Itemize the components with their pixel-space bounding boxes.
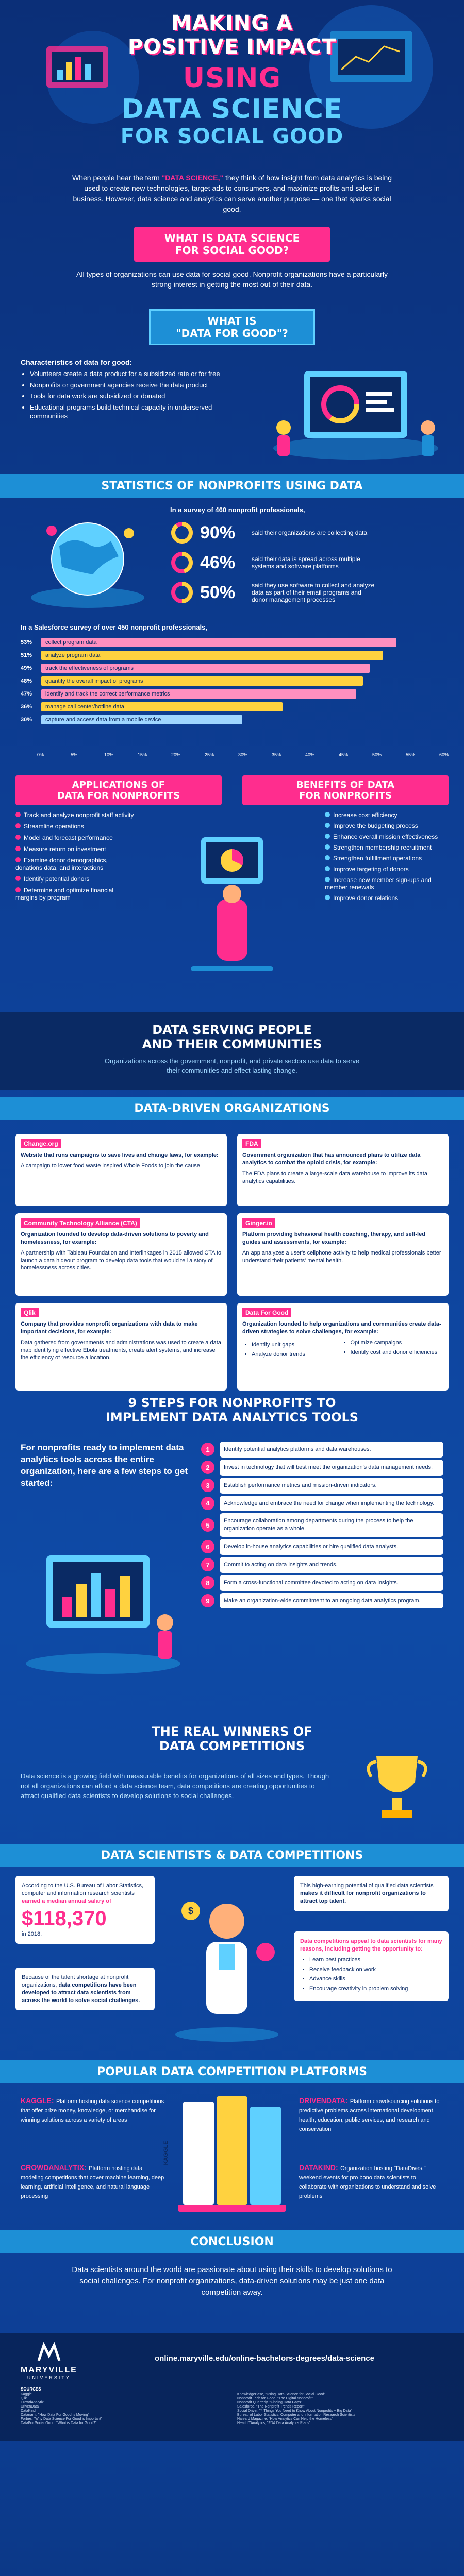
platform-text: Platform hosting data modeling competitions that cover machine learning, deep learning, artificial intelligence, and natural language processing — [21, 2165, 164, 2199]
data-for-good-title — [149, 309, 315, 345]
bar-pct: 53% — [21, 639, 32, 646]
source-item: Social Driver, "4 Things You Need to Know About Nonprofits + Big Data" — [237, 2409, 352, 2413]
step-number: 2 — [201, 1461, 214, 1474]
org-desc: Organization founded to develop data-driven solutions to poverty and homelessness, for example: — [21, 1231, 209, 1245]
step-number: 6 — [201, 1540, 214, 1553]
platforms-title: POPULAR DATA COMPETITION PLATFORMS — [97, 2065, 367, 2078]
org-example: The FDA plans to create a large-scale data warehouse to improve its data analytics capabilities. — [242, 1170, 427, 1184]
org-example: An app analyzes a user's cellphone activity to help medical professionals better understand their patients' mental health. — [242, 1249, 441, 1264]
bar-fill: capture and access data from a mobile device — [41, 715, 242, 724]
source-item: Kaggle — [21, 2393, 32, 2396]
bar-pct: 36% — [21, 704, 32, 710]
donut-text: said they use software to collect and analyze data as part of their email programs and donor management processes — [252, 582, 375, 603]
axis-tick: 10% — [104, 752, 114, 757]
benefit-item: Enhance overall mission effectiveness — [325, 833, 443, 840]
bar-pct: 30% — [21, 717, 32, 723]
axis-tick: 55% — [406, 752, 416, 757]
platforms-section — [0, 2060, 464, 2230]
org-desc: Organization founded to help organizations and communities create data-driven strategies to solve challenges, for example: — [242, 1321, 441, 1335]
bar-row — [21, 663, 443, 673]
conclusion-section — [0, 2230, 464, 2333]
serving-text: Organizations across the government, nonprofit, and private sectors use data to serve their communities and effect lasting change. — [104, 1057, 360, 1075]
scientists-section — [0, 1844, 464, 2060]
donut-text: said their organizations are collecting data — [252, 529, 368, 536]
step-text: Develop in-house analytics capabilities or hire qualified data analysts. — [220, 1539, 443, 1555]
org-card — [15, 1134, 227, 1206]
bar-row — [21, 637, 443, 648]
globe-illustration — [21, 510, 155, 613]
org-example: A partnership with Tableau Foundation and Interlinkages in 2015 allowed CTA to launch a data hideout program to develop data tools that would tell a story of homelessness across cities. — [21, 1249, 222, 1272]
scientists-right-item: • Receive feedback on work — [309, 1966, 442, 1974]
bar-fill: quantify the overall impact of programs — [41, 676, 363, 686]
data-for-good-section — [0, 309, 464, 474]
step-text: Form a cross-functional committee devoted to acting on data insights. — [220, 1575, 443, 1591]
data-for-good-char-title: Characteristics of data for good: — [21, 358, 132, 366]
what-is-dsg-section — [0, 227, 464, 304]
applications-title-1: APPLICATIONS OF — [72, 779, 165, 790]
donut-stat-row — [170, 521, 438, 545]
application-item: Track and analyze nonprofit staff activity — [15, 811, 134, 819]
platforms-title-bar — [0, 2060, 464, 2083]
scientists-right-item: • Advance skills — [309, 1975, 442, 1983]
step-text: Identify potential analytics platforms and data warehouses. — [220, 1442, 443, 1458]
title-line-4: DATA SCIENCE — [121, 94, 343, 125]
scientists-right-list — [300, 1956, 442, 1993]
step-item — [201, 1513, 443, 1537]
org-name: Ginger.io — [242, 1218, 275, 1228]
platforms-illustration — [163, 2091, 291, 2220]
org-list-item: • Identify cost and donor efficiencies — [351, 1349, 444, 1357]
axis-tick: 15% — [138, 752, 147, 757]
sources-left — [21, 2392, 217, 2426]
orgs-section — [0, 1097, 464, 1385]
step-text: Commit to acting on data insights and trends. — [220, 1557, 443, 1573]
scientists-right2-card — [294, 1931, 449, 2001]
platform-card — [21, 2163, 165, 2200]
source-item: DataKind — [21, 2409, 36, 2413]
source-item: Qlik — [21, 2397, 27, 2400]
orgs-title-bar — [0, 1097, 464, 1120]
header-section — [0, 0, 464, 222]
scientists-title-bar — [0, 1844, 464, 1867]
org-name: Community Technology Alliance (CTA) — [21, 1218, 140, 1228]
donut-chart — [170, 551, 194, 574]
platform-card — [299, 2163, 443, 2200]
application-item: Measure return on investment — [15, 845, 134, 853]
axis-tick: 30% — [238, 752, 248, 757]
steps-lead: For nonprofits ready to implement data analytics tools across the entire organization, here are a few steps to get started: — [21, 1443, 188, 1488]
application-item: Model and forecast performance — [15, 834, 134, 841]
platform-text: Platform crowdsourcing solutions to predictive problems across international development, health, education, public services, and research and conservation — [299, 2098, 440, 2132]
data-for-good-list — [21, 369, 247, 421]
bar-axis — [37, 752, 449, 759]
step-number: 5 — [201, 1518, 214, 1532]
benefit-item: Increase new member sign-ups and member renewals — [325, 876, 432, 891]
sources-right — [237, 2392, 443, 2426]
step-text: Acknowledge and embrace the need for change when implementing the technology. — [220, 1496, 443, 1512]
source-item: Datanami, "How Data For Good Is Moving" — [21, 2413, 89, 2417]
title-line-2: POSITIVE IMPACT — [127, 35, 337, 59]
axis-tick: 5% — [71, 752, 78, 757]
org-desc: Platform providing behavioral health coaching, therapy, and self-led guides and assessments, for example: — [242, 1231, 425, 1245]
bar-fill: collect program data — [41, 638, 396, 647]
serving-title-1: DATA SERVING PEOPLE — [152, 1023, 312, 1037]
bar-row — [21, 689, 443, 699]
scientists-right-item: • Learn best practices — [309, 1956, 442, 1964]
donut-arc — [173, 524, 191, 541]
data-for-good-item: • Volunteers create a data product for a subsidized rate or for free — [30, 369, 247, 379]
applications-list — [15, 811, 134, 901]
bar-fill: identify and track the correct performance metrics — [41, 689, 356, 699]
title-line-5: FOR SOCIAL GOOD — [120, 125, 344, 148]
step-text: Make an organization-wide commitment to an ongoing data analytics program. — [220, 1593, 443, 1609]
axis-tick: 0% — [37, 752, 44, 757]
bar-pct: 49% — [21, 665, 32, 671]
scientist-illustration — [170, 1880, 284, 2045]
salary-value: $118,370 — [22, 1907, 107, 1930]
steps-title-1: 9 STEPS FOR NONPROFITS TO — [128, 1396, 336, 1410]
intro-text — [72, 173, 392, 214]
org-name: Qlik — [21, 1308, 39, 1317]
scientists-left-text: According to the U.S. Bureau of Labor Statistics, computer and information research scientists earned a median annual salary of — [22, 1883, 144, 1904]
benefit-item: Strengthen membership recruitment — [325, 844, 443, 851]
org-card — [237, 1134, 449, 1206]
step-item — [201, 1496, 443, 1512]
donut-chart — [170, 581, 194, 604]
benefits-title-1: BENEFITS OF DATA — [296, 779, 395, 790]
axis-tick: 60% — [439, 752, 449, 757]
org-name: Data For Good — [242, 1308, 291, 1317]
org-desc: Company that provides nonprofit organizations with data to make important decisions, for example: — [21, 1321, 198, 1335]
org-list-item: • Analyze donor trends — [252, 1351, 345, 1359]
scientists-right-item: • Encourage creativity in problem solving — [309, 1985, 442, 1993]
serving-title-2: AND THEIR COMMUNITIES — [142, 1037, 322, 1052]
scientists-left2-card — [15, 1968, 155, 2010]
step-item — [201, 1557, 443, 1573]
footer-url[interactable]: online.maryville.edu/online-bachelors-degrees/data-science — [155, 2354, 374, 2363]
benefits-list — [325, 811, 443, 902]
svg-text:KAGGLE: KAGGLE — [163, 2141, 169, 2165]
title-line-3: USING — [183, 63, 281, 94]
org-list-item: • Optimize campaigns — [351, 1339, 444, 1347]
what-is-dsg-title — [134, 227, 330, 262]
conclusion-title-bar — [0, 2230, 464, 2253]
bar-row — [21, 702, 443, 712]
scientists-right-card — [294, 1876, 449, 1911]
bar-pct: 51% — [21, 652, 32, 658]
org-list-item: • Identify unit gaps — [252, 1341, 345, 1349]
org-name: FDA — [242, 1139, 261, 1148]
bar-row — [21, 715, 443, 725]
trophy-icon — [361, 1746, 433, 1828]
org-card — [237, 1303, 449, 1391]
org-example: A campaign to lower food waste inspired Whole Foods to join the cause — [21, 1162, 200, 1169]
source-item: Harvard Magazine, "How Analytics Can Help the Homeless" — [237, 2417, 333, 2421]
step-item — [201, 1593, 443, 1609]
apps-benefits-section — [0, 775, 464, 1012]
application-item: Determine and optimize financial margins by program — [15, 887, 114, 901]
org-name: Change.org — [21, 1139, 61, 1148]
stats-title: STATISTICS OF NONPROFITS USING DATA — [101, 479, 363, 493]
steps-title-2: IMPLEMENT DATA ANALYTICS TOOLS — [105, 1410, 359, 1425]
stats-title-bar — [0, 474, 464, 498]
step-text: Establish performance metrics and mission-driven indicators. — [220, 1478, 443, 1494]
benefit-item: Strengthen fulfillment operations — [325, 855, 443, 862]
application-item: Examine donor demographics, donations data, and interactions — [15, 857, 108, 871]
source-item: KnowledgeBase, "Using Data Science for Social Good" — [237, 2393, 326, 2396]
donut-stat-row — [170, 551, 438, 574]
platform-text: Platform hosting data science competitions that offer prize money, knowledge, or merchandise for winning solutions across a variety of areas — [21, 2098, 164, 2123]
what-is-dsg-text: All types of organizations can use data for social good. Nonprofit organizations have a particularly strong interest in getting the most out of their data. — [76, 270, 388, 289]
scientists-left-card — [15, 1876, 155, 1944]
salary-year: in 2018. — [22, 1930, 42, 1937]
title-line-1: MAKING A — [171, 11, 293, 35]
brand-name: MARYVILLE — [21, 2366, 77, 2375]
source-item: DataFor Social Good, "What is Data for Good?" — [21, 2421, 97, 2425]
donut-pct: 46% — [200, 552, 236, 572]
source-item: Bureau of Labor Statistics, Computer and Information Research Scientists — [237, 2413, 356, 2417]
axis-tick: 25% — [205, 752, 214, 757]
axis-tick: 45% — [339, 752, 349, 757]
footer-section — [0, 2333, 464, 2441]
steps-illustration — [15, 1524, 191, 1679]
benefit-item: Improve targeting of donors — [325, 866, 443, 873]
winners-text: Data science is a growing field with measurable benefits for organizations of all sizes and types. Though not all organizations can afford a data science team, data competitions are creating opportunities to attract qualified data scientists to develop solutions to social challenges. — [21, 1772, 329, 1800]
platform-text: Organization hosting "DataDives," weekend events for pro bono data scientists to collaborate with organizations to understand and solve problems — [299, 2165, 436, 2199]
step-number: 1 — [201, 1443, 214, 1456]
intro-pre: When people hear the term — [72, 174, 162, 182]
conclusion-text: Data scientists around the world are passionate about using their skills to develop solutions to social challenges. For nonprofit organizations, data-driven solutions may be just one data competition away. — [72, 2265, 392, 2297]
source-item: Nonprofit Tech for Good, "The Digital Nonprofit" — [237, 2397, 313, 2400]
bar-pct: 48% — [21, 678, 32, 684]
winners-section — [0, 1715, 464, 1844]
scientists-right-lead: Data competitions appeal to data scientists for many reasons, including getting the opportunity to: — [300, 1938, 442, 1952]
donut-pct: 50% — [200, 582, 236, 602]
logo-icon — [36, 2343, 62, 2363]
serving-section — [0, 1012, 464, 1090]
benefit-item: Improve the budgeting process — [325, 822, 443, 829]
stats-survey-2: In a Salesforce survey of over 450 nonprofit professionals, — [21, 623, 207, 631]
step-text: Invest in technology that will best meet the organization's data management needs. — [220, 1460, 443, 1476]
winners-title-2: DATA COMPETITIONS — [159, 1739, 305, 1753]
step-number: 3 — [201, 1479, 214, 1492]
data-for-good-item: • Nonprofits or government agencies receive the data product — [30, 381, 247, 390]
data-for-good-title-2: "DATA FOR GOOD"? — [176, 327, 288, 340]
donut-pct: 90% — [200, 522, 236, 543]
donut-chart — [170, 521, 194, 545]
orgs-title: DATA-DRIVEN ORGANIZATIONS — [134, 1101, 330, 1115]
bar-fill: track the effectiveness of programs — [41, 664, 370, 673]
application-item: Identify potential donors — [15, 875, 134, 883]
platform-card — [21, 2096, 165, 2124]
platform-name: DATAKIND: — [299, 2163, 338, 2172]
stats-survey-1: In a survey of 460 nonprofit professionals, — [170, 506, 305, 514]
bar-fill: analyze program data — [41, 651, 383, 660]
donut-text: said their data is spread across multiple systems and software platforms — [252, 555, 360, 570]
source-item: Salesforce, "The Nonprofit Trends Report" — [237, 2405, 305, 2409]
step-item — [201, 1539, 443, 1555]
source-item: Nonprofit Quarterly, "Finding Data Gaps" — [237, 2401, 302, 2404]
sources-label: SOURCES — [21, 2387, 41, 2392]
org-card — [237, 1213, 449, 1296]
org-card — [15, 1303, 227, 1391]
bar-row — [21, 676, 443, 686]
svg-text:$: $ — [188, 1906, 194, 1916]
step-number: 7 — [201, 1558, 214, 1571]
axis-tick: 35% — [272, 752, 281, 757]
data-for-good-item: • Educational programs build technical capacity in underserved communities — [30, 403, 247, 421]
step-text: Encourage collaboration among departments during the process to help the organization operate as a whole. — [220, 1513, 443, 1537]
scientists-title: DATA SCIENTISTS & DATA COMPETITIONS — [101, 1849, 363, 1862]
platform-name: DRIVENDATA: — [299, 2096, 348, 2105]
step-item — [201, 1442, 443, 1458]
scientists-right-top: This high-earning potential of qualified data scientists makes it difficult for nonprofit organizations to attract top talent. — [300, 1883, 434, 1904]
axis-tick: 20% — [171, 752, 181, 757]
intro-term: "DATA SCIENCE," — [161, 174, 224, 182]
source-item: CrowdAnalytix — [21, 2401, 44, 2404]
org-list — [242, 1339, 443, 1360]
org-desc: Website that runs campaigns to save lives and change laws, for example: — [21, 1152, 219, 1158]
org-desc: Government organization that has announced plans to utilize data analytics to combat the opioid crisis, for example: — [242, 1152, 421, 1166]
step-number: 8 — [201, 1576, 214, 1589]
benefit-item: Increase cost efficiency — [325, 811, 443, 819]
source-item: HealthITAnalytics, "FDA Data Analytics Plans" — [237, 2421, 311, 2425]
application-item: Streamline operations — [15, 823, 134, 830]
scientists-left2-text: Because of the talent shortage at nonprofit organizations, data competitions have been developed to attract data scientists from across the world to solve social challenges. — [22, 1974, 140, 2004]
step-number: 9 — [201, 1594, 214, 1607]
bar-chart — [21, 635, 443, 727]
maryville-logo — [21, 2343, 77, 2380]
platform-card — [299, 2096, 443, 2133]
donut-stat-row — [170, 581, 438, 604]
data-for-good-item: • Tools for data work are subsidized or donated — [30, 392, 247, 401]
source-item: DrivenData — [21, 2405, 39, 2409]
benefits-title-2: FOR NONPROFITS — [299, 790, 392, 801]
bar-fill: manage call center/hotline data — [41, 702, 283, 711]
applications-title-2: DATA FOR NONPROFITS — [57, 790, 180, 801]
axis-tick: 40% — [305, 752, 315, 757]
step-item — [201, 1478, 443, 1494]
axis-tick: 50% — [372, 752, 382, 757]
steps-section — [0, 1385, 464, 1715]
what-is-dsg-title-2: FOR SOCIAL GOOD? — [175, 244, 289, 257]
step-item — [201, 1460, 443, 1476]
org-example: Data gathered from governments and administrations was used to create a data map identifying effective Ebola treatments, create alert systems, and increase the efficiency of resource allocation. — [21, 1339, 221, 1361]
applications-title — [15, 775, 222, 805]
bar-row — [21, 650, 443, 660]
winners-title-1: THE REAL WINNERS OF — [152, 1724, 312, 1739]
benefit-item: Improve donor relations — [325, 894, 443, 902]
step-item — [201, 1575, 443, 1591]
org-card — [15, 1213, 227, 1296]
data-for-good-title-1: WHAT IS — [207, 315, 257, 327]
bar-pct: 47% — [21, 691, 32, 697]
source-item: Forbes, "Why Data Science For Good is Important" — [21, 2417, 103, 2421]
benefits-title — [242, 775, 449, 805]
platform-name: CROWDANALYTIX: — [21, 2163, 87, 2172]
conclusion-title: CONCLUSION — [190, 2235, 274, 2248]
stats-section — [0, 474, 464, 775]
intro-post: they think of how insight from data analytics is being used to create new technologies, target ads to consumers, and maximize profits and sales in business. However, data science and analytics can serve another purpose — one that sparks social good. — [73, 174, 392, 213]
what-is-dsg-title-1: WHAT IS DATA SCIENCE — [164, 232, 300, 244]
brand-sub: UNIVERSITY — [27, 2375, 71, 2380]
platform-name: KAGGLE: — [21, 2096, 54, 2105]
step-number: 4 — [201, 1497, 214, 1510]
data-for-good-illustration — [263, 350, 449, 464]
